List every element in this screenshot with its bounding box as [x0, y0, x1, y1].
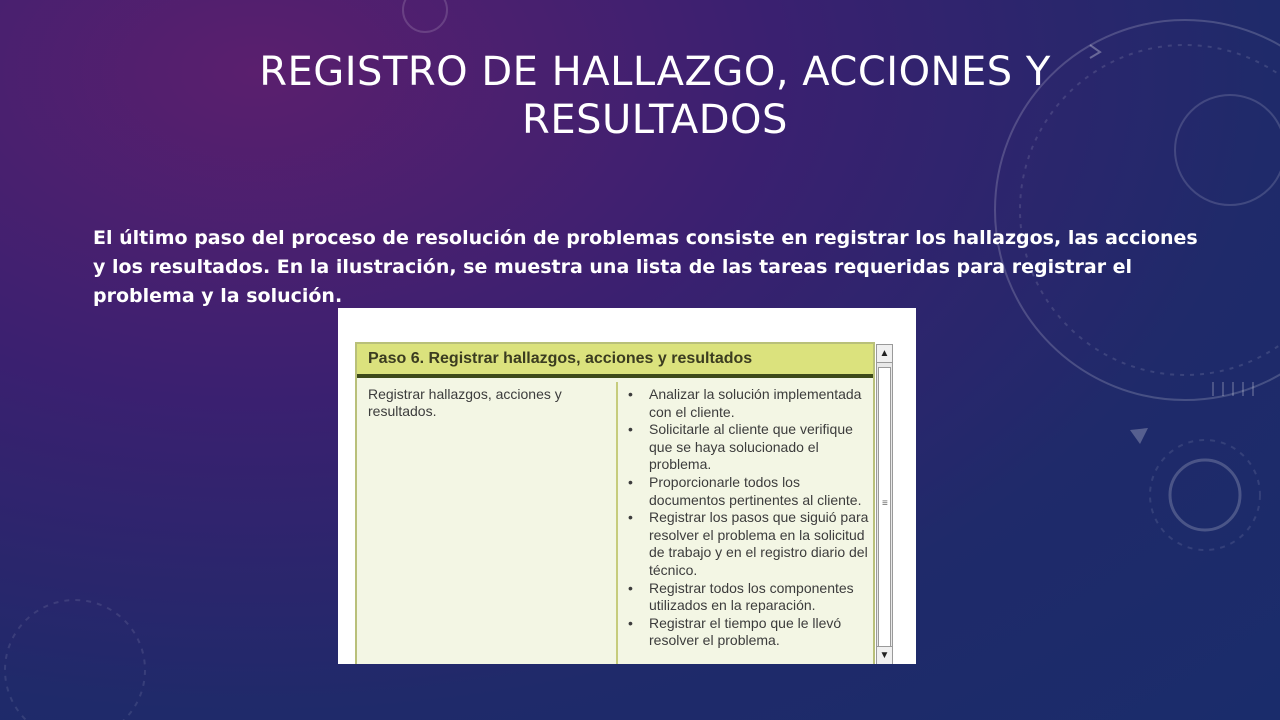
task-item: • Solicitarle al cliente que verifique que se haya solucionado el problema.: [625, 421, 870, 474]
task-item: • Registrar todos los componentes utilizados en la reparación.: [625, 580, 870, 615]
vertical-scrollbar[interactable]: [876, 344, 893, 664]
task-list: [625, 386, 870, 650]
task-item: • Analizar la solución implementada con el cliente.: [625, 386, 870, 421]
task-item: • Registrar el tiempo que le llevó resolver el problema.: [625, 615, 870, 650]
slide-body-text: El último paso del proceso de resolución de problemas consiste en registrar los hallazgos, las acciones y los resultados. En la ilustración, se muestra una lista de las tareas requeridas para registrar el problema y la solución.: [93, 227, 1198, 307]
scroll-thumb[interactable]: [878, 367, 891, 647]
task-item: • Registrar los pasos que siguió para resolver el problema en la solicitud de trabajo y en el registro diario del técnico.: [625, 509, 870, 579]
task-item: • Proporcionarle todos los documentos pertinentes al cliente.: [625, 474, 870, 509]
step-panel: [355, 342, 875, 664]
scroll-down-button[interactable]: [877, 646, 892, 664]
column-divider: [616, 382, 618, 664]
illustration-figure: [338, 308, 916, 664]
triangle-down-icon: ▼: [879, 650, 890, 661]
slide-title-line1: REGISTRO DE HALLAZGO, ACCIONES Y: [259, 49, 1051, 95]
slide-title: [200, 48, 1110, 144]
panel-header-title: Paso 6. Registrar hallazgos, acciones y resultados: [368, 350, 753, 367]
triangle-up-icon: ▲: [879, 348, 890, 359]
left-cell-text: Registrar hallazgos, acciones y resultados.: [368, 386, 562, 419]
panel-header: [357, 344, 873, 378]
grip-icon: ≡: [882, 498, 888, 509]
scroll-up-button[interactable]: [877, 345, 892, 363]
slide-title-line2: RESULTADOS: [522, 97, 788, 143]
